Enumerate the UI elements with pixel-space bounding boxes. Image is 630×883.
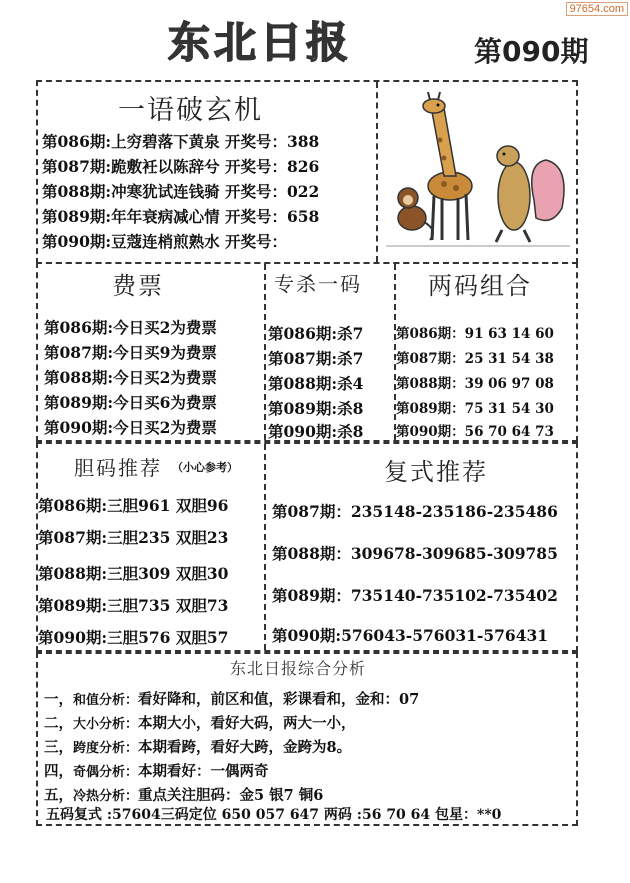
liangma-row: 第086期：91 63 14 60 xyxy=(396,326,554,342)
fushi-row: 第087期：235148-235186-235486 xyxy=(272,502,558,521)
issue-number: 第090期 xyxy=(474,35,589,68)
analysis-text: 看好降和，前区和值，彩课看和，金和：07 xyxy=(138,691,420,708)
site-watermark: 97654.com xyxy=(566,2,628,16)
analysis-text: 本期大小，看好大码，两大一小， xyxy=(138,715,356,732)
analysis-num: 四， xyxy=(44,763,73,780)
zhuansha-row: 第089期:杀8 xyxy=(268,399,364,418)
analysis-num: 一， xyxy=(44,691,73,708)
fushi-row: 第090期:576043-576031-576431 xyxy=(272,626,549,645)
recommend-divider xyxy=(264,444,266,650)
zhuansha-row: 第090期:杀8 xyxy=(268,422,364,441)
analysis-text: 本期看跨，看好大跨，金跨为8。 xyxy=(138,739,352,756)
yiyu-divider xyxy=(376,82,378,262)
liangma-row: 第087期：25 31 54 38 xyxy=(396,351,554,367)
analysis-num: 二， xyxy=(44,715,73,732)
monkey-figure xyxy=(398,188,433,240)
feipiao-title: 费票 xyxy=(112,272,164,300)
analysis-label: 跨度分析： xyxy=(73,741,139,756)
feipiao-row: 第088期:今日买2为费票 xyxy=(44,368,217,387)
yiyu-title: 一语破玄机 xyxy=(118,95,263,126)
analysis-num: 三， xyxy=(44,739,73,756)
analysis-item xyxy=(44,688,419,709)
analysis-item xyxy=(44,736,351,757)
danma-subtitle: （小心参考） xyxy=(172,461,238,474)
yiyu-row: 第087期:跪敷衽以陈辞兮 开奖号：826 xyxy=(42,157,320,176)
analysis-title: 东北日报综合分析 xyxy=(230,659,367,678)
yiyu-row: 第090期:豆蔻连梢煎熟水 开奖号： xyxy=(42,232,287,251)
analysis-label: 和值分析： xyxy=(73,693,139,708)
analysis-text: 本期看好：一偶两奇 xyxy=(138,763,269,780)
liangma-title: 两码组合 xyxy=(428,272,532,300)
danma-row: 第086期:三胆961 双胆96 xyxy=(38,496,229,515)
pink-bag-figure xyxy=(532,160,564,220)
liangma-row: 第089期：75 31 54 30 xyxy=(396,401,554,417)
analysis-label: 奇偶分析： xyxy=(73,765,139,780)
tips-divider-1 xyxy=(264,264,266,440)
danma-row: 第088期:三胆309 双胆30 xyxy=(38,564,229,583)
analysis-item xyxy=(44,712,356,733)
fushi-row: 第088期：309678-309685-309785 xyxy=(272,544,558,563)
yiyu-row: 第086期:上穷碧落下黄泉 开奖号：388 xyxy=(42,132,320,151)
feipiao-row: 第087期:今日买9为费票 xyxy=(44,343,217,362)
meerkat-figure xyxy=(496,146,530,242)
animal-illustration xyxy=(386,90,570,258)
analysis-num: 五， xyxy=(44,787,73,804)
giraffe-figure xyxy=(423,92,472,240)
danma-title: 胆码推荐 xyxy=(74,456,162,480)
yiyu-row: 第089期:年年衰病减心情 开奖号：658 xyxy=(42,207,320,226)
feipiao-row: 第086期:今日买2为费票 xyxy=(44,318,217,337)
fushi-title: 复式推荐 xyxy=(384,458,488,486)
danma-row: 第087期:三胆235 双胆23 xyxy=(38,528,229,547)
feipiao-row: 第090期:今日买2为费票 xyxy=(44,418,217,437)
analysis-item xyxy=(44,760,269,781)
analysis-footer: 五码复式 :57604三码定位 650 057 647 两码 :56 70 64 包星：**0 xyxy=(46,807,502,823)
analysis-item xyxy=(44,784,323,805)
masthead-title: 东北日报 xyxy=(168,18,353,67)
danma-row: 第089期:三胆735 双胆73 xyxy=(38,596,229,615)
analysis-label: 大小分析： xyxy=(73,717,139,732)
analysis-label: 冷热分析： xyxy=(73,789,139,804)
zhuansha-row: 第086期:杀7 xyxy=(268,324,364,343)
liangma-row: 第090期：56 70 64 73 xyxy=(396,424,554,440)
danma-row: 第090期:三胆576 双胆57 xyxy=(38,628,229,647)
yiyu-row: 第088期:冲寒犹试连钱骑 开奖号：022 xyxy=(42,182,320,201)
liangma-row: 第088期：39 06 97 08 xyxy=(396,376,554,392)
feipiao-row: 第089期:今日买6为费票 xyxy=(44,393,217,412)
zhuansha-row: 第088期:杀4 xyxy=(268,374,364,393)
fushi-row: 第089期：735140-735102-735402 xyxy=(272,586,558,605)
analysis-text: 重点关注胆码：金5 银7 铜6 xyxy=(138,787,324,804)
zhuansha-title: 专杀一码 xyxy=(274,272,362,296)
zhuansha-row: 第087期:杀7 xyxy=(268,349,364,368)
